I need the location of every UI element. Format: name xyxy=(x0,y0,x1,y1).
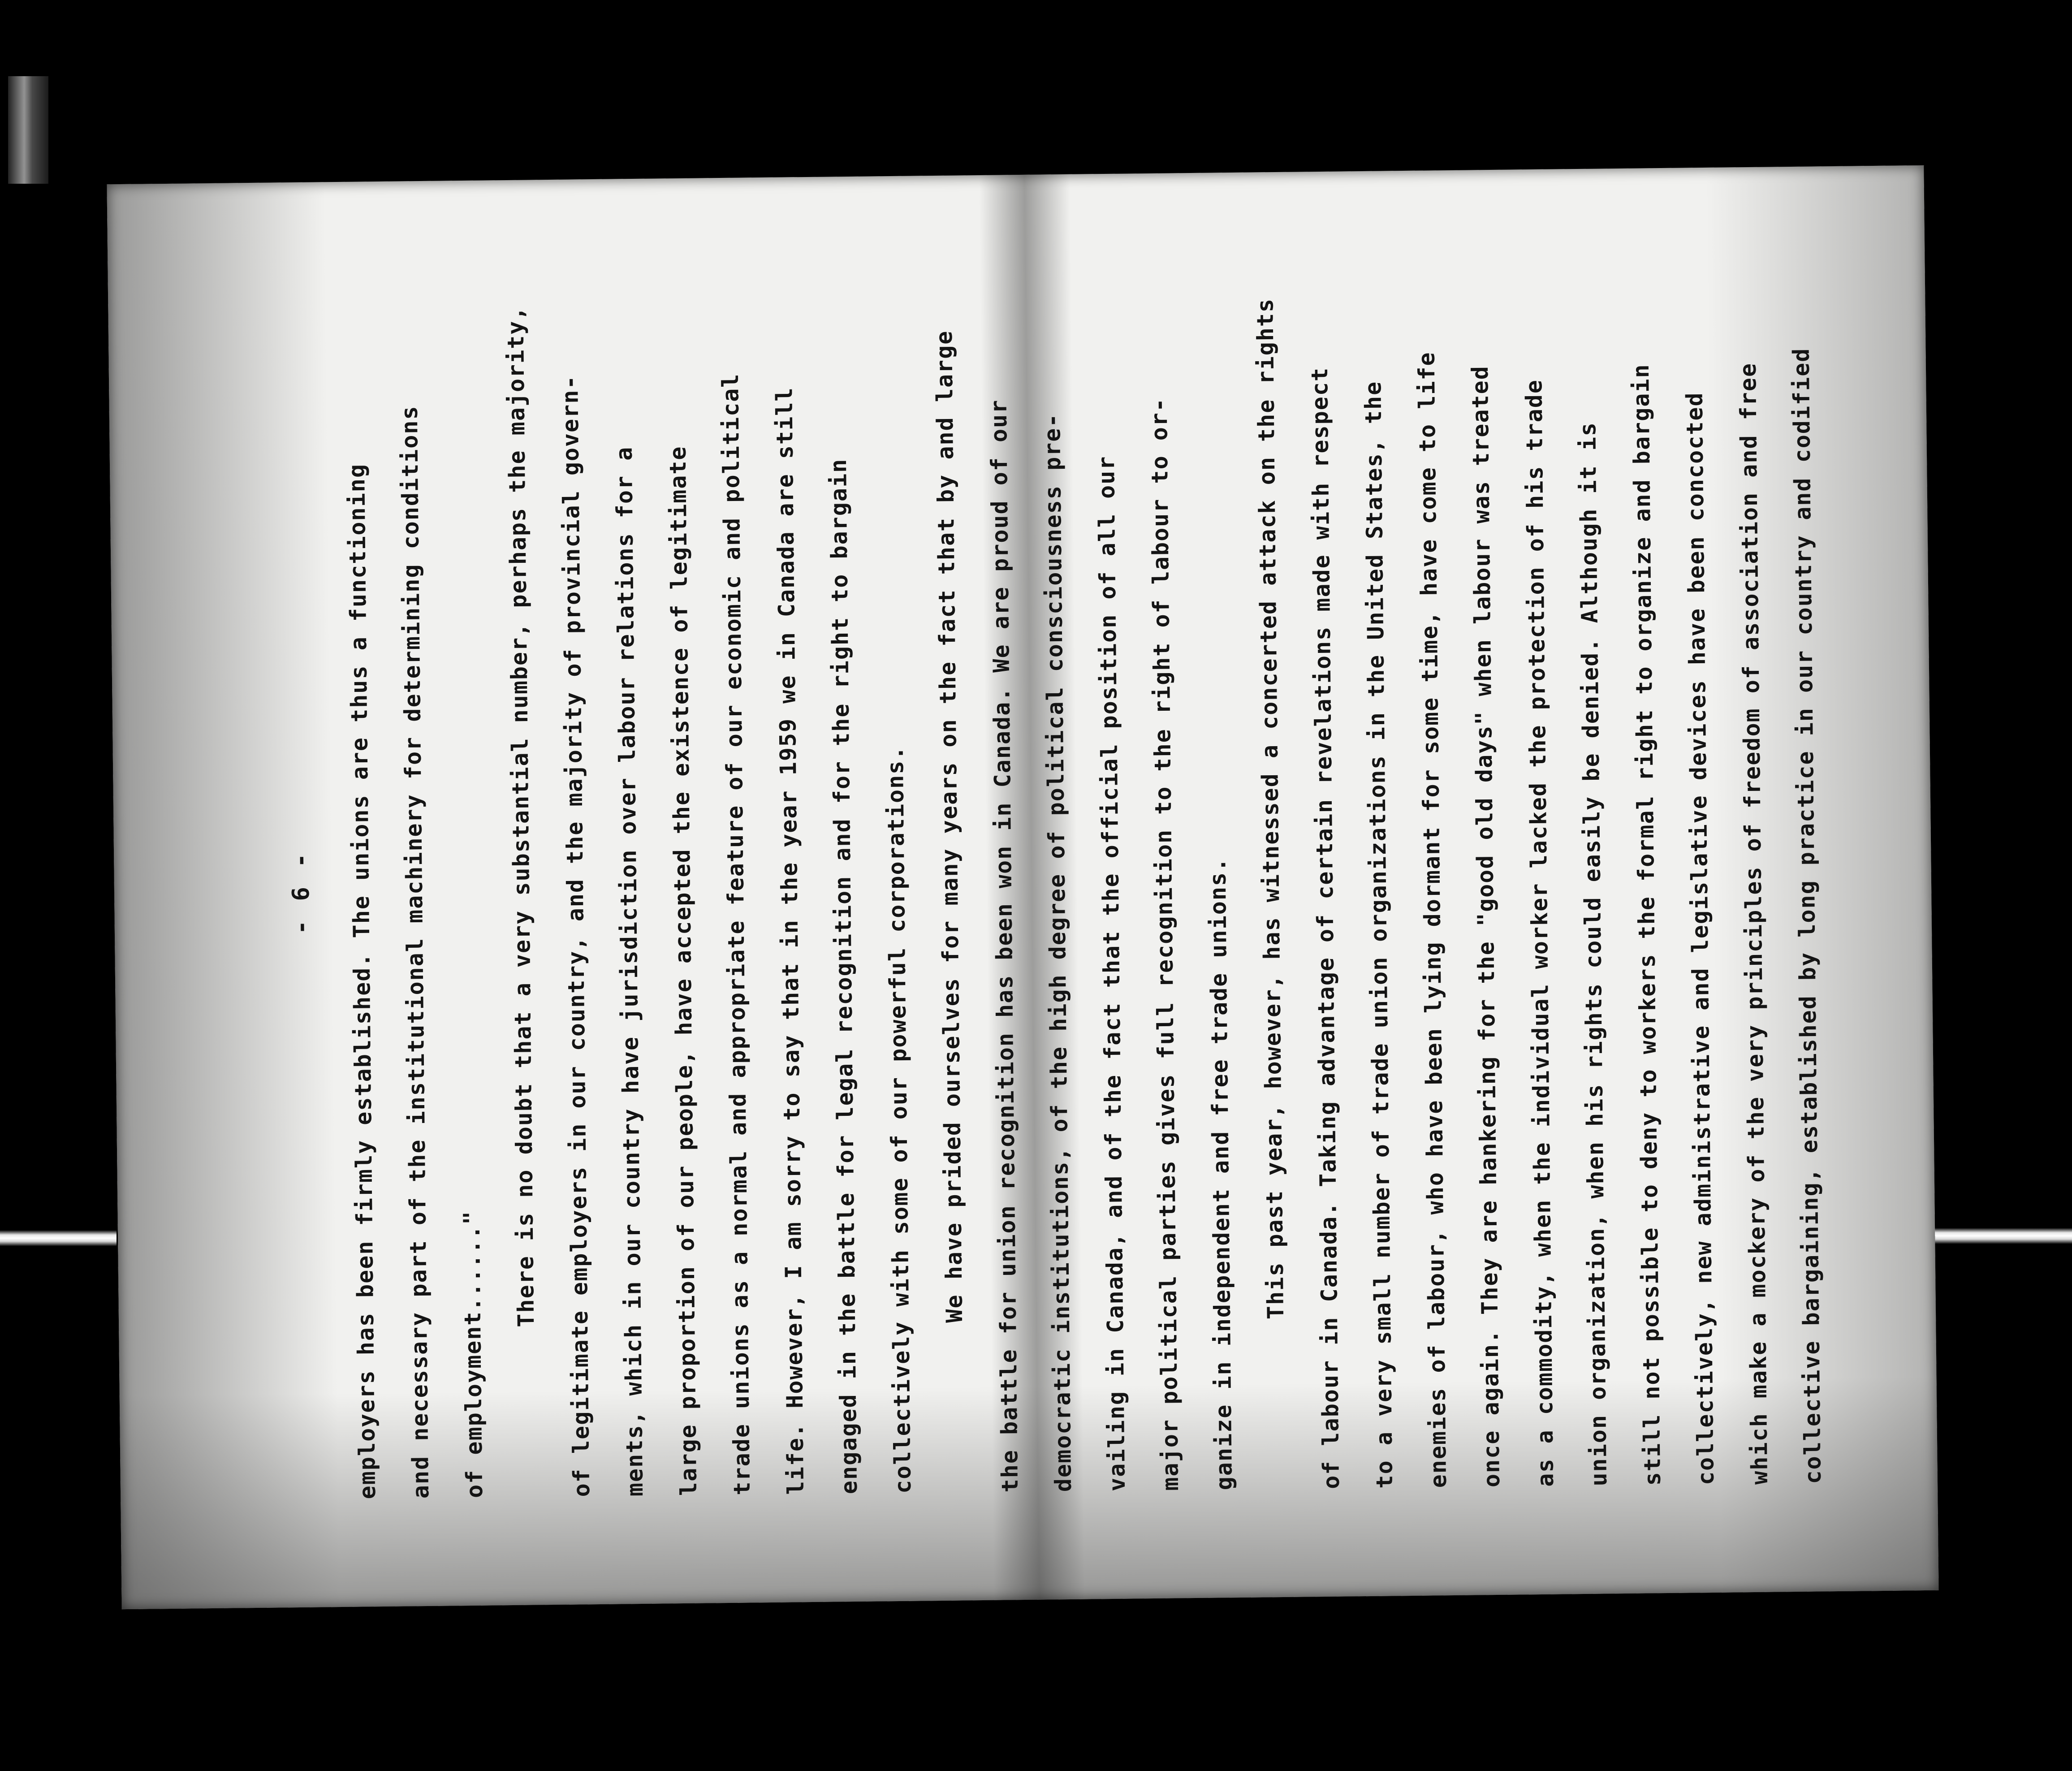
text-line: life. However, I am sorry to say that in the year 1959 we in Canada are still xyxy=(771,387,809,1495)
text-line: employers has been firmly established. The unions are thus a functioning xyxy=(343,463,380,1499)
text-line: which make a mockery of the very principles of freedom of association and free xyxy=(1734,362,1773,1485)
text-line: still not possible to deny to workers the formal right to organize and bargain xyxy=(1627,363,1666,1486)
text-line: of legitimate employers in our country, and the majority of provincial govern- xyxy=(556,375,595,1497)
text-line: major political parties gives full recognition to the right of labour to or- xyxy=(1146,397,1183,1491)
text-line: engaged in the battle for legal recognition and for the right to bargain xyxy=(825,458,862,1495)
text-line: collective bargaining, established by long practice in our country and codified xyxy=(1787,347,1826,1484)
text-line: large proportion of our people, have accepted the existence of legitimate xyxy=(664,445,702,1496)
text-line: union organization, when his rights could easily be denied. Although it is xyxy=(1574,421,1612,1486)
text-line: There is no doubt that a very substantial number, perhaps the majority, xyxy=(502,306,539,1327)
text-line: trade unions as a normal and appropriate feature of our economic and political xyxy=(717,373,755,1495)
text-line: democratic institutions, of the high degree of political consciousness pre- xyxy=(1039,413,1076,1492)
scan-line-right xyxy=(1931,1228,2072,1244)
text-line: ganize in independent and free trade unions. xyxy=(1204,857,1237,1490)
text-line: vailing in Canada, and of the fact that the official position of all our xyxy=(1092,455,1130,1492)
text-line: collectively, new administrative and legislative devices have been concocted xyxy=(1681,392,1719,1486)
text-line: enemies of labour, who have been lying dormant for some time, have come to life xyxy=(1413,351,1451,1488)
text-line: to a very small number of trade union organizations in the United States, the xyxy=(1360,380,1398,1489)
text-line: of labour in Canada. Taking advantage of certain revelations made with respect xyxy=(1306,367,1344,1490)
text-line: once again. They are hankering for the "good old days" when labour was treated xyxy=(1467,365,1505,1488)
page-number: - 6 - xyxy=(287,851,315,935)
text-line: collectively with some of our powerful corporations. xyxy=(881,745,916,1494)
text-line: the battle for union recognition has been won in Canada. We are proud of our xyxy=(985,399,1023,1493)
scan-line-left xyxy=(0,1230,117,1246)
text-line: and necessary part of the institutional machinery for determining conditions xyxy=(396,405,434,1499)
typed-text-block xyxy=(219,233,1827,1541)
text-line: of employment......" xyxy=(458,1210,488,1499)
text-line: This past year, however, has witnessed a concerted attack on the rights xyxy=(1252,298,1289,1320)
text-line: ments, which in our country have jurisdiction over labour relations for a xyxy=(611,446,648,1497)
document-page xyxy=(107,165,1938,1609)
text-line: We have prided ourselves for many years on the fact that by and large xyxy=(931,330,967,1323)
text-line: as a commodity, when the individual worker lacked the protection of his trade xyxy=(1520,379,1558,1487)
film-edge-mark xyxy=(8,76,48,184)
